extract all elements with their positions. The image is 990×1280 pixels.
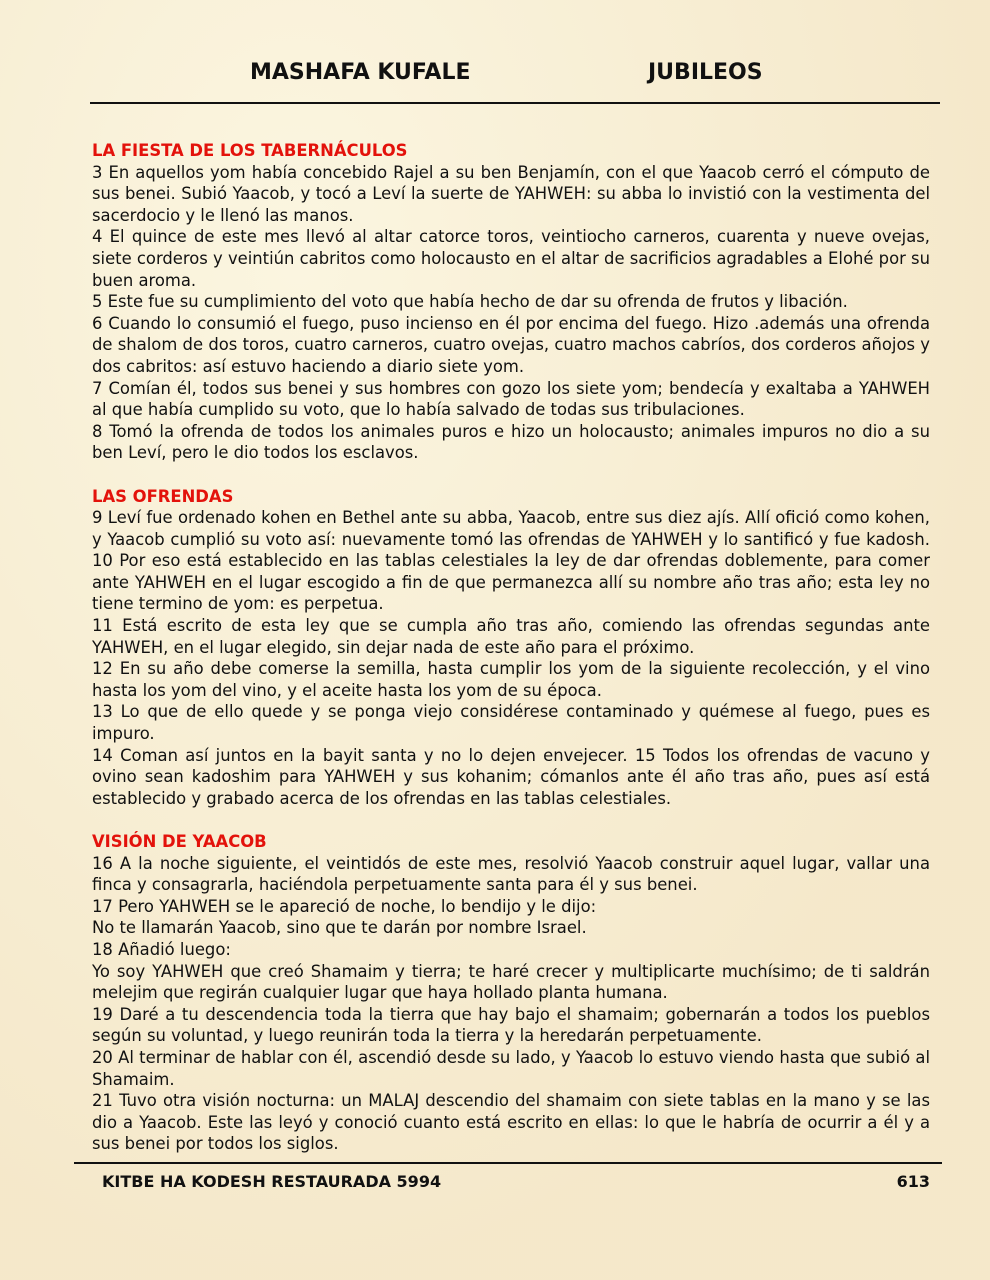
paragraph: 11 Está escrito de esta ley que se cumpla año tras año, comiendo las ofrendas segundas ante YAHWEH, en el lugar elegido, sin dejar nada de este año para el próximo.: [92, 616, 930, 657]
paragraph: 6 Cuando lo consumió el fuego, puso incienso en él por encima del fuego. Hizo .además una ofrenda de shalom de dos toros, cuatro carneros, cuatro ovejas, cuatro machos cabríos, dos corderos añojos y dos cabritos: así estuvo haciendo a diario siete yom.: [92, 313, 930, 376]
paragraph: Yo soy YAHWEH que creó Shamaim y tierra; te haré crecer y multiplicarte muchísimo; de ti saldrán melejim que regirán cualquier lugar que haya hollado planta humana.: [92, 961, 930, 1003]
paragraph: 12 En su año debe comerse la semilla, hasta cumplir los yom de la siguiente recolección, y el vino hasta los yom del vino, y el aceite hasta los yom de su época.: [92, 659, 930, 700]
paragraph: 19 Daré a tu descendencia toda la tierra que hay bajo el shamaim; gobernarán a todos los pueblos según su voluntad, y luego reunirán toda la tierra y la heredarán perpetuamente.: [92, 1004, 930, 1046]
header-left-title: MASHAFA KUFALE: [250, 60, 471, 85]
page-number: 613: [896, 1172, 930, 1191]
paragraph: 8 Tomó la ofrenda de todos los animales puros e hizo un holocausto; animales impuros no dio a su ben Leví, pero le dio todos los esclavos.: [92, 421, 930, 463]
section-title: VISIÓN DE YAACOB: [92, 832, 267, 851]
paragraph: 18 Añadió luego:: [92, 939, 231, 959]
paragraph: 20 Al terminar de hablar con él, ascendió desde su lado, y Yaacob lo estuvo viendo hasta que subió al Shamaim.: [92, 1047, 930, 1089]
section-title: LAS OFRENDAS: [92, 486, 234, 506]
paragraph: No te llamarán Yaacob, sino que te darán por nombre Israel.: [92, 918, 587, 938]
paragraph: 4 El quince de este mes llevó al altar catorce toros, veintiocho carneros, cuarenta y nueve ovejas, siete corderos y veintiún cabritos como holocausto en el altar de sacrificios agradables a Elohé por su buen aroma.: [92, 227, 930, 290]
paragraph: 21 Tuvo otra visión nocturna: un MALAJ descendio del shamaim con siete tablas en la mano y se las dio a Yaacob. Este las leyó y conoció cuanto está escrito en ellas: lo que le habría de ocurrir a él y a sus benei por todos los siglos.: [92, 1091, 930, 1154]
page-header: [90, 58, 940, 104]
paragraph: 14 Coman así juntos en la bayit santa y no lo dejen envejecer. 15 Todos los ofrendas de vacuno y ovino sean kadoshim para YAHWEH y sus kohanim; cómanlos ante él año tras año, pues así está establecido y grabado acerca de los ofrendas en las tablas celestiales.: [92, 745, 930, 808]
paragraph: 3 En aquellos yom había concebido Rajel a su ben Benjamín, con el que Yaacob cerró el cómputo de sus benei. Subió Yaacob, y tocó a Leví la suerte de YAHWEH: su abba lo invistió con la vestimenta del sacerdocio y le llenó las manos.: [92, 162, 930, 225]
paragraph: 7 Comían él, todos sus benei y sus hombres con gozo los siete yom; bendecía y exaltaba a YAHWEH al que había cumplido su voto, que lo había salvado de todas sus tribulaciones.: [92, 378, 930, 420]
paragraph: 5 Este fue su cumplimiento del voto que había hecho de dar su ofrenda de frutos y libación.: [92, 292, 848, 312]
paragraph: 16 A la noche siguiente, el veintidós de este mes, resolvió Yaacob construir aquel lugar, vallar una finca y consagrarla, haciéndola perpetuamente santa para él y sus benei.: [92, 853, 930, 895]
section-title: LA FIESTA DE LOS TABERNÁCULOS: [92, 141, 408, 160]
document-body: [92, 140, 930, 1155]
paragraph: 9 Leví fue ordenado kohen en Bethel ante su abba, Yaacob, entre sus diez ajís. Allí ofició como kohen, y Yaacob cumplió su voto así: nuevamente tomó las ofrendas de YAHWEH y lo santificó y fue kadosh. 10 Por eso está establecido en las tablas celestiales la ley de dar ofrendas doblemente, para comer ante YAHWEH en el lugar escogido a fin de que permanezca allí su nombre año tras año; esta ley no tiene termino de yom: es perpetua.: [92, 508, 930, 614]
page-footer: [74, 1162, 942, 1191]
header-right-title: JUBILEOS: [648, 60, 763, 85]
paragraph: 17 Pero YAHWEH se le apareció de noche, lo bendijo y le dijo:: [92, 896, 597, 916]
footer-book-title: KITBE HA KODESH RESTAURADA 5994: [102, 1172, 442, 1191]
paragraph: 13 Lo que de ello quede y se ponga viejo considérese contaminado y quémese al fuego, pues es impuro.: [92, 702, 930, 744]
